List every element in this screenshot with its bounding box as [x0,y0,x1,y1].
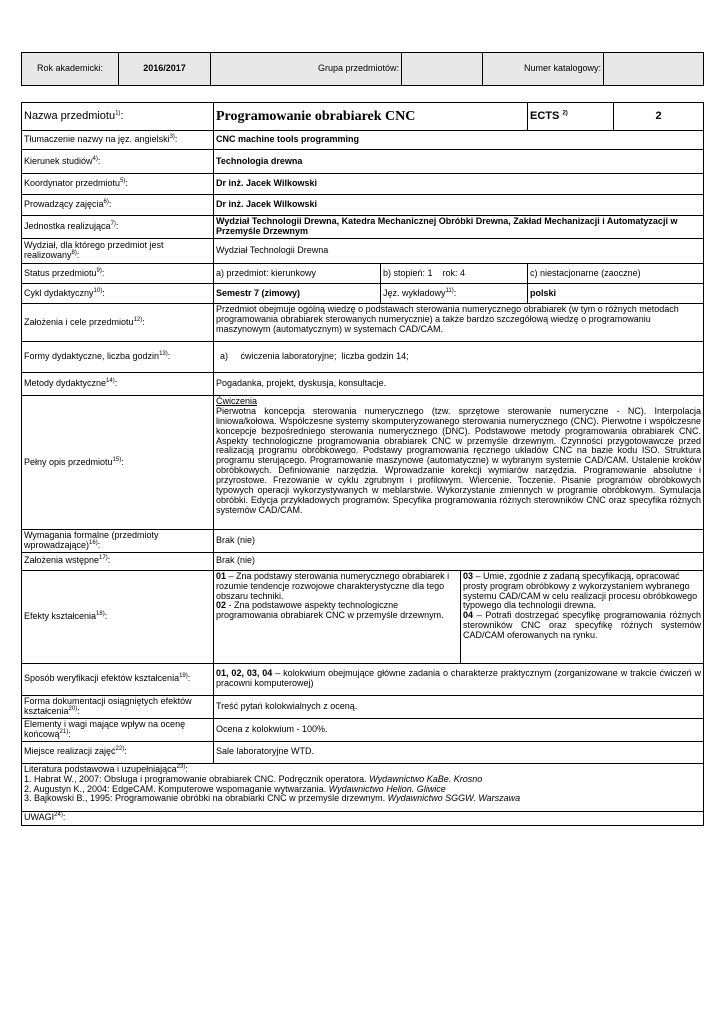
outcome-02: 02 - Zna podstawowe aspekty technologiczne programowania obrabiarek CNC w przemyśle drzewnym. [216,600,444,621]
place-label: Miejsce realizacji zajęć$^{22)}$: [22,741,214,763]
status-a: a) przedmiot: kierunkowy [214,264,381,284]
literature-item: 2. Augustyn K., 2004: EdgeCAM. Komputerowe wspomaganie wytwarzania. Wydawnictwo Helion. Gliwice [24,783,446,794]
course-name-value: Programowanie obrabiarek CNC [214,103,528,131]
academic-year-value: 2016/2017 [119,53,211,86]
language-value: polski [528,284,704,304]
language-label: Jęz. wykładowy$^{11)}$: [381,284,528,304]
literature-item: 1. Habrat W., 2007: Obsługa i programowanie obrabiarek CNC. Podręcznik operatora. Wydawnictwo KaBe. Krosno [24,773,483,784]
formal-value: Brak (nie) [214,530,704,553]
row-notes [22,811,704,825]
catalog-value [604,53,704,86]
methods-label: Metody dydaktyczne$^{14)}$: [22,373,214,396]
translation-value: CNC machine tools programming [214,131,704,150]
outcome-03: 03 – Umie, zgodnie z zadaną specyfikacją, opracować prosty program obróbkowy z wykorzystaniem wybranego systemu CAD/CAM w celu realizacji procesu obróbkowego typowego dla technologii drewna. [463,570,698,611]
forms-value: a) ćwiczenia laboratoryjne; liczba godzin 14; [214,342,704,373]
cycle-label: Cykl dydaktyczny$^{10)}$: [22,284,214,304]
cycle-value: Semestr 7 (zimowy) [214,284,381,304]
row-faculty [22,239,704,264]
description-heading: Ćwiczenia [216,396,258,406]
status-label: Status przedmiotu$^{9)}$: [22,264,214,284]
row-outcomes [22,570,704,663]
group-value [402,53,483,86]
row-prereq [22,552,704,570]
header-table [21,52,704,86]
row-grading [22,718,704,741]
outcomes-label: Efekty kształcenia$^{18)}$: [22,570,214,663]
literature-cell [22,763,704,811]
outcome-01: 01 – Zna podstawy sterowania numerycznego obrabiarek i rozumie tendencje rozwojowe charakterystyczne dla tego obszaru techniki. [216,570,450,601]
unit-value: Wydział Technologii Drewna, Katedra Mechanicznej Obróbki Drewna, Zakład Mechanizacji i Automatyzacji w Przemyśle Drzewnym [214,216,704,239]
goals-value: Przedmiot obejmuje ogólną wiedzę o podstawach sterowania numerycznego obrabiarek (w tym o różnych metodach programowania obrabiarek sterowanych numerycznie) a także bardzo szczegółową wiedzę o programowaniu maszynowym (automatycznym) w systemach CAD/CAM. [214,304,704,342]
grading-label: Elementy i wagi mające wpływ na ocenę końcową$^{21)}$: [22,718,214,741]
course-name-label: Nazwa przedmiotu$^{1)}$: [22,103,214,131]
lecturer-value: Dr inż. Jacek Wilkowski [214,195,704,216]
prereq-value: Brak (nie) [214,552,704,570]
translation-label: Tłumaczenie nazwy na jęz. angielski$^{3)}$: [22,131,214,150]
row-documentation [22,695,704,718]
field-label: Kierunek studiów$^{4)}$: [22,150,214,174]
row-place [22,741,704,763]
row-methods [22,373,704,396]
ects-label: ECTS $^{2)}$ [528,103,614,131]
literature-item: 3. Bajkowski B., 1995: Programowanie obróbki na obrabiarki CNC w przemyśle drzewnym. Wydawnictwo SGGW. Warszawa [24,793,521,804]
documentation-value: Treść pytań kolokwialnych z oceną. [214,695,704,718]
row-unit [22,216,704,239]
course-table [21,102,704,826]
place-value: Sale laboratoryjne WTD. [214,741,704,763]
description-cell [214,396,704,530]
field-value: Technologia drewna [214,150,704,174]
coordinator-value: Dr inż. Jacek Wilkowski [214,174,704,195]
unit-label: Jednostka realizująca$^{7)}$: [22,216,214,239]
status-b: b) stopień: 1 rok: 4 [381,264,528,284]
catalog-label: Numer katalogowy: [483,53,604,86]
ects-value: 2 [614,103,704,131]
literature-label: Literatura podstawowa i uzupełniająca$^{23)}$: [24,763,188,774]
coordinator-label: Koordynator przedmiotu$^{5)}$: [22,174,214,195]
row-literature [22,763,704,811]
notes-cell: UWAGI$^{24)}$: [22,811,704,825]
verification-label: Sposób weryfikacji efektów kształcenia$^{19)}$: [22,663,214,695]
row-coordinator [22,174,704,195]
faculty-value: Wydział Technologii Drewna [214,239,704,264]
row-cycle [22,284,704,304]
row-forms [22,342,704,373]
outcomes-left [214,570,461,663]
row-field [22,150,704,174]
row-goals [22,304,704,342]
row-formal [22,530,704,553]
academic-year-label: Rok akademicki: [22,53,119,86]
outcome-04: 04 – Potrafi dostrzegać specyfikę programowania różnych sterowników CNC oraz specyfikę różnych systemów CAD/CAM oferowanych na rynku. [463,610,702,641]
status-c: c) niestacjonarne (zaoczne) [528,264,704,284]
lecturer-label: Prowadzący zajęcia$^{6)}$: [22,195,214,216]
faculty-label: Wydział, dla którego przedmiot jest realizowany$^{8)}$: [22,239,214,264]
group-label: Grupa przedmiotów: [211,53,402,86]
forms-label: Formy dydaktyczne, liczba godzin$^{13)}$: [22,342,214,373]
grading-value: Ocena z kolokwium - 100%. [214,718,704,741]
row-course-name [22,103,704,131]
methods-value: Pogadanka, projekt, dyskusja, konsultacje. [214,373,704,396]
row-lecturer [22,195,704,216]
row-translation [22,131,704,150]
formal-label: Wymagania formalne (przedmioty wprowadzające)$^{16)}$: [22,530,214,553]
prereq-label: Założenia wstępne$^{17)}$: [22,552,214,570]
header-row [22,53,704,86]
row-verification [22,663,704,695]
documentation-label: Forma dokumentacji osiągniętych efektów kształcenia$^{20)}$: [22,695,214,718]
row-description [22,396,704,530]
row-status [22,264,704,284]
goals-label: Założenia i cele przedmiotu$^{12)}$: [22,304,214,342]
description-text: Pierwotna koncepcja sterowania numerycznego (tzw. sprzętowe sterowanie numeryczne - NC). Interpolacja liniowa/kołowa. Współczesne systemy skomputeryzowanego sterowania numerycznego (CNC). Pierwotne i współczesne koncepcje bezpośredniego sterowania numerycznego (DNC). Podstawowe metody programowania obrabiarek CNC. Aspekty technologiczne programowania obrabiarek CNC w przemyśle drzewnym. Czynności przygotowawcze przed realizacją programu obróbkowego. Podstawy programowania ręcznego układów CNC na bazie kodu ISO. Struktura programu sterującego. Programowanie maszynowe (automatyczne) w wybranym systemie CAD/CAM. Ustalenie kroków obróbkowych. Definiowanie narzędzia. Wprowadzanie korekcji wymiarów narzędzia. Programowanie absolutne i przyrostowe. Frezowanie w cyklu zgrubnym i profilowym. Wiercenie. Toczenie. Pisanie programów obróbkowych typowych operacji wykorzystywanych w meblarstwie. Wykorzystanie zmiennych w programie obróbkowym. Symulacja obróbki. Edycja przykładowych programów. Specyfika programowania różnych sterowników CNC oraz specyfika różnych systemów CAD/CAM. [216,405,702,515]
verification-value: 01, 02, 03, 04 – kolokwium obejmujące główne zadania o charakterze praktycznym (zorganizowane w trakcie ćwiczeń w pracowni komputerowej) [214,663,704,695]
outcomes-right [461,570,704,663]
description-label: Pełny opis przedmiotu$^{15)}$: [22,396,214,530]
